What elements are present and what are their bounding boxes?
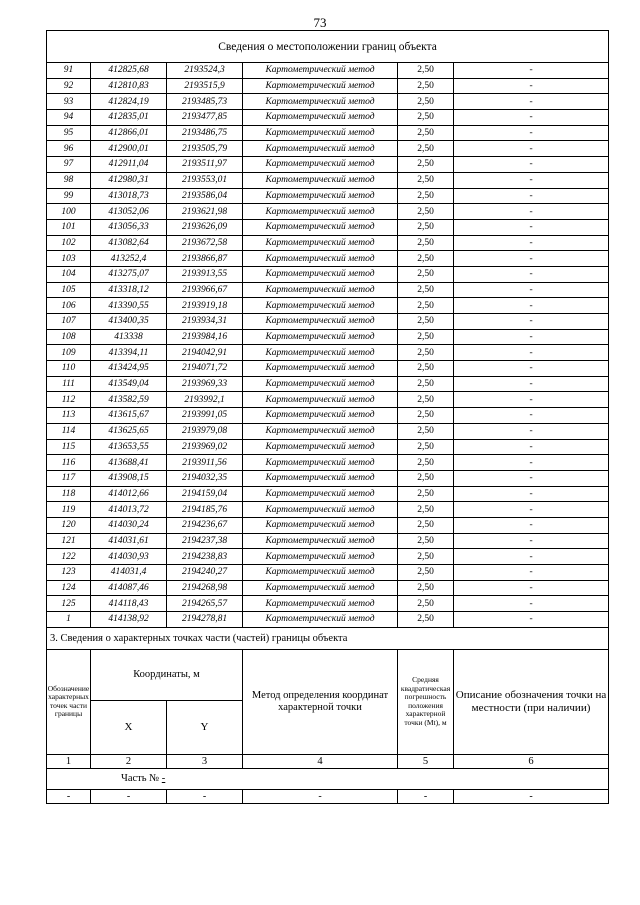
accuracy-cell: 2,50 xyxy=(398,486,454,502)
table-row xyxy=(47,251,609,267)
coord-x-cell: 413400,35 xyxy=(91,314,167,330)
table-row xyxy=(47,580,609,596)
accuracy-cell: 2,50 xyxy=(398,596,454,612)
part-row xyxy=(47,768,609,789)
coord-x-cell: 413275,07 xyxy=(91,266,167,282)
method-cell: Картометрический метод xyxy=(243,141,398,157)
description-cell: - xyxy=(454,63,609,79)
accuracy-cell: 2,50 xyxy=(398,314,454,330)
table-row xyxy=(47,94,609,110)
header-row-1 xyxy=(47,649,609,700)
coord-y-cell: 2193934,31 xyxy=(167,314,243,330)
coord-y-cell: 2193984,16 xyxy=(167,329,243,345)
accuracy-cell: 2,50 xyxy=(398,408,454,424)
accuracy-cell: 2,50 xyxy=(398,612,454,628)
table-row xyxy=(47,361,609,377)
section-title: Сведения о местоположении границ объекта xyxy=(47,31,609,63)
description-cell: - xyxy=(454,502,609,518)
method-cell: Картометрический метод xyxy=(243,612,398,628)
description-cell: - xyxy=(454,251,609,267)
coord-x-cell: 413582,59 xyxy=(91,392,167,408)
description-cell: - xyxy=(454,580,609,596)
table-row xyxy=(47,439,609,455)
column-numbers-row xyxy=(47,754,609,768)
table-row xyxy=(47,63,609,79)
coord-y-cell: 2193969,02 xyxy=(167,439,243,455)
table-row xyxy=(47,408,609,424)
table-row xyxy=(47,565,609,581)
table-row xyxy=(47,141,609,157)
coord-y-cell: 2193626,09 xyxy=(167,219,243,235)
table-row xyxy=(47,392,609,408)
method-cell: Картометрический метод xyxy=(243,94,398,110)
point-number-cell: 109 xyxy=(47,345,91,361)
description-cell: - xyxy=(454,188,609,204)
description-cell: - xyxy=(454,266,609,282)
method-cell: Картометрический метод xyxy=(243,282,398,298)
coord-x-cell: 414030,24 xyxy=(91,517,167,533)
method-cell: Картометрический метод xyxy=(243,298,398,314)
coord-y-cell: 2194032,35 xyxy=(167,470,243,486)
point-number-cell: 101 xyxy=(47,219,91,235)
method-cell: Картометрический метод xyxy=(243,596,398,612)
description-cell: - xyxy=(454,329,609,345)
coord-x-cell: 412900,01 xyxy=(91,141,167,157)
point-number-cell: 1 xyxy=(47,612,91,628)
part-label: Часть № xyxy=(121,773,160,785)
coord-x-cell: 412824,19 xyxy=(91,94,167,110)
description-cell: - xyxy=(454,78,609,94)
page-number: 73 xyxy=(313,15,327,30)
description-cell: - xyxy=(454,204,609,220)
accuracy-cell: 2,50 xyxy=(398,282,454,298)
table-row xyxy=(47,204,609,220)
accuracy-cell: 2,50 xyxy=(398,204,454,220)
coord-x-cell: 414087,46 xyxy=(91,580,167,596)
empty-cell: - xyxy=(47,789,91,803)
point-number-cell: 122 xyxy=(47,549,91,565)
description-cell: - xyxy=(454,282,609,298)
part-value: - xyxy=(161,773,166,785)
method-cell: Картометрический метод xyxy=(243,423,398,439)
point-number-cell: 100 xyxy=(47,204,91,220)
point-number-cell: 121 xyxy=(47,533,91,549)
accuracy-cell: 2,50 xyxy=(398,533,454,549)
method-cell: Картометрический метод xyxy=(243,455,398,471)
coord-x-cell: 412825,68 xyxy=(91,63,167,79)
accuracy-cell: 2,50 xyxy=(398,345,454,361)
coord-y-cell: 2193913,55 xyxy=(167,266,243,282)
description-cell: - xyxy=(454,219,609,235)
point-number-cell: 94 xyxy=(47,110,91,126)
header-description: Описание обозначения точки на местности (при наличии) xyxy=(454,649,609,754)
coord-x-cell: 413056,33 xyxy=(91,219,167,235)
description-cell: - xyxy=(454,408,609,424)
table-row xyxy=(47,502,609,518)
point-number-cell: 123 xyxy=(47,565,91,581)
coord-y-cell: 2193486,75 xyxy=(167,125,243,141)
part-cell xyxy=(47,768,609,789)
header-point-designation: Обозначение характерных точек части границы xyxy=(47,649,91,754)
column-number: 5 xyxy=(398,754,454,768)
coord-x-cell: 414030,93 xyxy=(91,549,167,565)
point-number-cell: 115 xyxy=(47,439,91,455)
table-row xyxy=(47,455,609,471)
accuracy-cell: 2,50 xyxy=(398,392,454,408)
table-row xyxy=(47,423,609,439)
coord-y-cell: 2193979,08 xyxy=(167,423,243,439)
description-cell: - xyxy=(454,298,609,314)
coord-x-cell: 413908,15 xyxy=(91,470,167,486)
method-cell: Картометрический метод xyxy=(243,204,398,220)
column-number: 1 xyxy=(47,754,91,768)
empty-cell: - xyxy=(398,789,454,803)
coord-x-cell: 413318,12 xyxy=(91,282,167,298)
coord-y-cell: 2194236,67 xyxy=(167,517,243,533)
point-number-cell: 117 xyxy=(47,470,91,486)
method-cell: Картометрический метод xyxy=(243,157,398,173)
accuracy-cell: 2,50 xyxy=(398,141,454,157)
accuracy-cell: 2,50 xyxy=(398,63,454,79)
table-row xyxy=(47,78,609,94)
method-cell: Картометрический метод xyxy=(243,439,398,455)
description-cell: - xyxy=(454,439,609,455)
method-cell: Картометрический метод xyxy=(243,219,398,235)
description-cell: - xyxy=(454,565,609,581)
point-number-cell: 103 xyxy=(47,251,91,267)
point-number-cell: 95 xyxy=(47,125,91,141)
empty-cell: - xyxy=(167,789,243,803)
description-cell: - xyxy=(454,455,609,471)
table-row xyxy=(47,470,609,486)
description-cell: - xyxy=(454,392,609,408)
coord-x-cell: 413394,11 xyxy=(91,345,167,361)
accuracy-cell: 2,50 xyxy=(398,580,454,596)
description-cell: - xyxy=(454,376,609,392)
coord-y-cell: 2193511,97 xyxy=(167,157,243,173)
point-number-cell: 124 xyxy=(47,580,91,596)
point-number-cell: 119 xyxy=(47,502,91,518)
coord-x-cell: 414031,61 xyxy=(91,533,167,549)
empty-cell: - xyxy=(243,789,398,803)
description-cell: - xyxy=(454,533,609,549)
description-cell: - xyxy=(454,94,609,110)
coord-x-cell: 413688,41 xyxy=(91,455,167,471)
table-row xyxy=(47,110,609,126)
accuracy-cell: 2,50 xyxy=(398,110,454,126)
description-cell: - xyxy=(454,470,609,486)
table-row xyxy=(47,188,609,204)
method-cell: Картометрический метод xyxy=(243,361,398,377)
description-cell: - xyxy=(454,423,609,439)
coord-y-cell: 2193485,73 xyxy=(167,94,243,110)
point-number-cell: 104 xyxy=(47,266,91,282)
coord-y-cell: 2194240,27 xyxy=(167,565,243,581)
point-number-cell: 92 xyxy=(47,78,91,94)
column-number: 2 xyxy=(91,754,167,768)
table-row xyxy=(47,329,609,345)
table-row xyxy=(47,533,609,549)
method-cell: Картометрический метод xyxy=(243,188,398,204)
coord-y-cell: 2193991,05 xyxy=(167,408,243,424)
coord-x-cell: 414031,4 xyxy=(91,565,167,581)
method-cell: Картометрический метод xyxy=(243,549,398,565)
header-method: Метод определения координат характерной точки xyxy=(243,649,398,754)
method-cell: Картометрический метод xyxy=(243,408,398,424)
accuracy-cell: 2,50 xyxy=(398,251,454,267)
coord-x-cell: 412810,83 xyxy=(91,78,167,94)
boundary-table xyxy=(46,30,609,804)
point-number-cell: 116 xyxy=(47,455,91,471)
table-row xyxy=(47,219,609,235)
part-empty-row xyxy=(47,789,609,803)
method-cell: Картометрический метод xyxy=(243,251,398,267)
coord-y-cell: 2194265,57 xyxy=(167,596,243,612)
coord-y-cell: 2193969,33 xyxy=(167,376,243,392)
description-cell: - xyxy=(454,361,609,377)
point-number-cell: 106 xyxy=(47,298,91,314)
coord-x-cell: 413615,67 xyxy=(91,408,167,424)
header-y: Y xyxy=(167,700,243,754)
coord-y-cell: 2193586,04 xyxy=(167,188,243,204)
description-cell: - xyxy=(454,612,609,628)
table-row xyxy=(47,486,609,502)
coord-x-cell: 413424,95 xyxy=(91,361,167,377)
point-number-cell: 102 xyxy=(47,235,91,251)
coord-y-cell: 2194238,83 xyxy=(167,549,243,565)
coord-x-cell: 413653,55 xyxy=(91,439,167,455)
coord-x-cell: 413252,4 xyxy=(91,251,167,267)
boundary-document xyxy=(46,30,608,804)
accuracy-cell: 2,50 xyxy=(398,125,454,141)
table-row xyxy=(47,125,609,141)
point-number-cell: 114 xyxy=(47,423,91,439)
table-row xyxy=(47,596,609,612)
accuracy-cell: 2,50 xyxy=(398,157,454,173)
description-cell: - xyxy=(454,596,609,612)
coord-y-cell: 2193672,58 xyxy=(167,235,243,251)
accuracy-cell: 2,50 xyxy=(398,94,454,110)
coord-x-cell: 412835,01 xyxy=(91,110,167,126)
table-row xyxy=(47,172,609,188)
coord-y-cell: 2194185,76 xyxy=(167,502,243,518)
section3-title-row xyxy=(47,627,609,649)
point-number-cell: 93 xyxy=(47,94,91,110)
coord-x-cell: 414118,43 xyxy=(91,596,167,612)
coord-x-cell: 412911,04 xyxy=(91,157,167,173)
method-cell: Картометрический метод xyxy=(243,63,398,79)
coord-y-cell: 2193966,67 xyxy=(167,282,243,298)
accuracy-cell: 2,50 xyxy=(398,376,454,392)
coord-x-cell: 413338 xyxy=(91,329,167,345)
accuracy-cell: 2,50 xyxy=(398,172,454,188)
column-number: 3 xyxy=(167,754,243,768)
accuracy-cell: 2,50 xyxy=(398,188,454,204)
header-x: X xyxy=(91,700,167,754)
coord-y-cell: 2193621,98 xyxy=(167,204,243,220)
method-cell: Картометрический метод xyxy=(243,376,398,392)
accuracy-cell: 2,50 xyxy=(398,470,454,486)
table-row xyxy=(47,376,609,392)
description-cell: - xyxy=(454,314,609,330)
section-title-row xyxy=(47,31,609,63)
header-accuracy: Средняя квадратическая погрешность положения характерной точки (Мt), м xyxy=(398,649,454,754)
point-number-cell: 125 xyxy=(47,596,91,612)
coord-x-cell: 414012,66 xyxy=(91,486,167,502)
description-cell: - xyxy=(454,157,609,173)
coord-y-cell: 2194268,98 xyxy=(167,580,243,596)
table-row xyxy=(47,298,609,314)
table-row xyxy=(47,235,609,251)
point-number-cell: 107 xyxy=(47,314,91,330)
table-row xyxy=(47,612,609,628)
description-cell: - xyxy=(454,345,609,361)
coord-x-cell: 412866,01 xyxy=(91,125,167,141)
accuracy-cell: 2,50 xyxy=(398,361,454,377)
accuracy-cell: 2,50 xyxy=(398,266,454,282)
method-cell: Картометрический метод xyxy=(243,314,398,330)
accuracy-cell: 2,50 xyxy=(398,439,454,455)
method-cell: Картометрический метод xyxy=(243,565,398,581)
accuracy-cell: 2,50 xyxy=(398,235,454,251)
coord-y-cell: 2194071,72 xyxy=(167,361,243,377)
point-number-cell: 91 xyxy=(47,63,91,79)
coord-y-cell: 2194042,91 xyxy=(167,345,243,361)
point-number-cell: 97 xyxy=(47,157,91,173)
method-cell: Картометрический метод xyxy=(243,266,398,282)
method-cell: Картометрический метод xyxy=(243,470,398,486)
description-cell: - xyxy=(454,141,609,157)
coord-x-cell: 413052,06 xyxy=(91,204,167,220)
coord-y-cell: 2193505,79 xyxy=(167,141,243,157)
accuracy-cell: 2,50 xyxy=(398,517,454,533)
coord-x-cell: 414013,72 xyxy=(91,502,167,518)
accuracy-cell: 2,50 xyxy=(398,423,454,439)
coord-x-cell: 412980,31 xyxy=(91,172,167,188)
coord-x-cell: 413549,04 xyxy=(91,376,167,392)
method-cell: Картометрический метод xyxy=(243,580,398,596)
table-row xyxy=(47,266,609,282)
coord-y-cell: 2193524,3 xyxy=(167,63,243,79)
accuracy-cell: 2,50 xyxy=(398,549,454,565)
coord-y-cell: 2193919,18 xyxy=(167,298,243,314)
description-cell: - xyxy=(454,235,609,251)
point-number-cell: 111 xyxy=(47,376,91,392)
accuracy-cell: 2,50 xyxy=(398,565,454,581)
method-cell: Картометрический метод xyxy=(243,110,398,126)
table-row xyxy=(47,549,609,565)
method-cell: Картометрический метод xyxy=(243,172,398,188)
column-number: 4 xyxy=(243,754,398,768)
coord-y-cell: 2193911,56 xyxy=(167,455,243,471)
accuracy-cell: 2,50 xyxy=(398,329,454,345)
description-cell: - xyxy=(454,110,609,126)
point-number-cell: 112 xyxy=(47,392,91,408)
method-cell: Картометрический метод xyxy=(243,502,398,518)
coord-x-cell: 414138,92 xyxy=(91,612,167,628)
method-cell: Картометрический метод xyxy=(243,486,398,502)
point-number-cell: 120 xyxy=(47,517,91,533)
column-number: 6 xyxy=(454,754,609,768)
coord-y-cell: 2193515,9 xyxy=(167,78,243,94)
accuracy-cell: 2,50 xyxy=(398,455,454,471)
coord-y-cell: 2193553,01 xyxy=(167,172,243,188)
point-number-cell: 98 xyxy=(47,172,91,188)
description-cell: - xyxy=(454,172,609,188)
accuracy-cell: 2,50 xyxy=(398,502,454,518)
point-number-cell: 96 xyxy=(47,141,91,157)
coord-y-cell: 2194237,38 xyxy=(167,533,243,549)
table-row xyxy=(47,314,609,330)
method-cell: Картометрический метод xyxy=(243,329,398,345)
table-row xyxy=(47,282,609,298)
description-cell: - xyxy=(454,125,609,141)
coord-x-cell: 413625,65 xyxy=(91,423,167,439)
description-cell: - xyxy=(454,517,609,533)
description-cell: - xyxy=(454,486,609,502)
method-cell: Картометрический метод xyxy=(243,125,398,141)
point-number-cell: 110 xyxy=(47,361,91,377)
table-row xyxy=(47,345,609,361)
method-cell: Картометрический метод xyxy=(243,235,398,251)
description-cell: - xyxy=(454,549,609,565)
table-row xyxy=(47,157,609,173)
coord-y-cell: 2194159,04 xyxy=(167,486,243,502)
method-cell: Картометрический метод xyxy=(243,533,398,549)
coord-y-cell: 2193866,87 xyxy=(167,251,243,267)
accuracy-cell: 2,50 xyxy=(398,78,454,94)
accuracy-cell: 2,50 xyxy=(398,298,454,314)
coord-x-cell: 413018,73 xyxy=(91,188,167,204)
coord-y-cell: 2193477,85 xyxy=(167,110,243,126)
method-cell: Картометрический метод xyxy=(243,392,398,408)
method-cell: Картометрический метод xyxy=(243,517,398,533)
accuracy-cell: 2,50 xyxy=(398,219,454,235)
header-coordinates: Координаты, м xyxy=(91,649,243,700)
coord-x-cell: 413390,55 xyxy=(91,298,167,314)
empty-cell: - xyxy=(454,789,609,803)
empty-cell: - xyxy=(91,789,167,803)
method-cell: Картометрический метод xyxy=(243,345,398,361)
point-number-cell: 99 xyxy=(47,188,91,204)
section3-title: 3. Сведения о характерных точках части (частей) границы объекта xyxy=(47,627,609,649)
point-number-cell: 108 xyxy=(47,329,91,345)
point-number-cell: 113 xyxy=(47,408,91,424)
coord-y-cell: 2194278,81 xyxy=(167,612,243,628)
method-cell: Картометрический метод xyxy=(243,78,398,94)
table-row xyxy=(47,517,609,533)
coord-y-cell: 2193992,1 xyxy=(167,392,243,408)
point-number-cell: 105 xyxy=(47,282,91,298)
coord-x-cell: 413082,64 xyxy=(91,235,167,251)
point-number-cell: 118 xyxy=(47,486,91,502)
